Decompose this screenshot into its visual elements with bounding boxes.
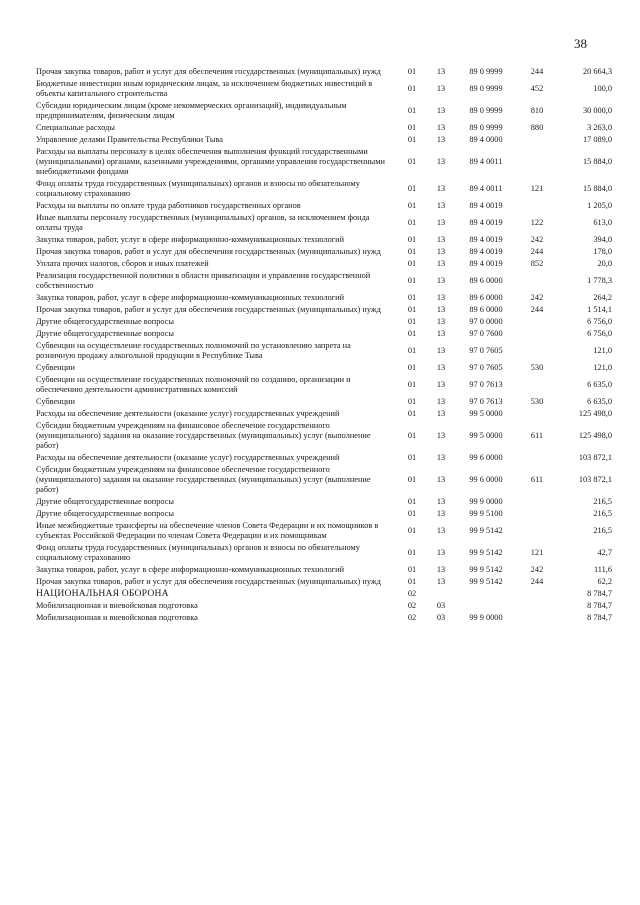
row-subsection: 13	[436, 135, 446, 144]
row-type	[518, 340, 556, 362]
row-amount: 178,0	[593, 247, 612, 256]
row-article: 89 0 9999	[469, 106, 503, 115]
table-row	[36, 612, 612, 624]
row-type: 244	[530, 577, 544, 586]
row-section: 01	[407, 218, 417, 227]
row-amount: 30 000,0	[582, 106, 612, 115]
row-amount: 8 784,7	[587, 601, 612, 610]
row-type	[518, 328, 556, 340]
row-amount: 20,0	[597, 259, 612, 268]
row-article: 89 4 0019	[469, 201, 503, 210]
table-row	[36, 292, 612, 304]
row-section: 01	[407, 106, 417, 115]
row-article	[454, 600, 518, 612]
row-section: 01	[407, 526, 417, 535]
row-type	[518, 452, 556, 464]
row-article: 99 9 5100	[469, 509, 503, 518]
row-article: 89 6 0000	[469, 305, 503, 314]
row-section: 01	[407, 184, 417, 193]
row-amount: 103 872,1	[578, 453, 612, 462]
row-subsection: 13	[436, 123, 446, 132]
row-type	[518, 200, 556, 212]
table-row	[36, 246, 612, 258]
row-article: 99 9 5142	[469, 526, 503, 535]
row-type	[518, 134, 556, 146]
row-amount: 264,2	[593, 293, 612, 302]
row-type: 242	[530, 565, 544, 574]
row-section: 01	[407, 577, 417, 586]
row-article: 89 4 0011	[469, 157, 503, 166]
row-name: Субсидии бюджетным учреждениям на финансовое обеспечение государственного (муниципального) задания на оказание государственных (муниципальных) услуг (выполнение работ)	[36, 465, 371, 494]
table-row	[36, 520, 612, 542]
row-subsection: 13	[436, 276, 446, 285]
row-subsection: 13	[436, 509, 446, 518]
row-name: Расходы на выплаты персоналу в целях обеспечения выполнения функций государственными (муниципальными) органами, казенными учреждениями, органами управления государственными внебюджетными фондами	[36, 147, 385, 176]
row-section: 02	[407, 601, 417, 610]
row-amount: 6 756,0	[587, 317, 612, 326]
table-row	[36, 340, 612, 362]
row-name: Реализация государственной политики в области приватизации и управления государственной собственностью	[36, 271, 371, 290]
row-amount: 3 263,0	[587, 123, 612, 132]
row-name: Закупка товаров, работ, услуг в сфере информационно-коммуникационных технологий	[36, 293, 345, 302]
row-section: 02	[407, 589, 417, 598]
row-name: Закупка товаров, работ, услуг в сфере информационно-коммуникационных технологий	[36, 565, 345, 574]
table-row	[36, 304, 612, 316]
row-article: 89 4 0019	[469, 247, 503, 256]
row-subsection: 13	[436, 293, 446, 302]
row-section: 01	[407, 305, 417, 314]
row-type: 530	[530, 397, 544, 406]
row-type: 242	[530, 235, 544, 244]
row-article: 89 4 0019	[469, 259, 503, 268]
table-row	[36, 374, 612, 396]
row-amount: 121,0	[593, 346, 612, 355]
row-name: Другие общегосударственные вопросы	[36, 329, 174, 338]
table-row	[36, 362, 612, 374]
row-amount: 62,2	[597, 577, 612, 586]
row-article: 99 6 0000	[469, 475, 503, 484]
row-name: Субвенции на осуществление государственных полномочий по установлению запрета на розничную продажу алкогольной продукции в Республике Тыва	[36, 341, 351, 360]
row-subsection: 13	[436, 475, 446, 484]
row-subsection: 13	[436, 577, 446, 586]
row-name: Прочая закупка товаров, работ и услуг для обеспечения государственных (муниципальных) нужд	[36, 305, 381, 314]
table-row	[36, 100, 612, 122]
table-row	[36, 576, 612, 588]
row-subsection: 13	[436, 548, 446, 557]
row-article: 99 9 0000	[469, 613, 503, 622]
row-subsection: 13	[436, 247, 446, 256]
table-row	[36, 66, 612, 78]
table-row	[36, 542, 612, 564]
row-type	[518, 588, 556, 600]
table-row	[36, 452, 612, 464]
row-article: 89 6 0000	[469, 276, 503, 285]
row-name: Другие общегосударственные вопросы	[36, 509, 174, 518]
row-amount: 216,5	[593, 497, 612, 506]
row-amount: 103 872,1	[578, 475, 612, 484]
row-type	[518, 270, 556, 292]
row-subsection: 13	[436, 453, 446, 462]
table-row	[36, 258, 612, 270]
row-type: 122	[530, 218, 544, 227]
row-section: 01	[407, 235, 417, 244]
row-type	[518, 408, 556, 420]
row-name: Субвенции на осуществление государственных полномочий по созданию, организации и обеспечению деятельности административных комиссий	[36, 375, 351, 394]
row-section: 01	[407, 247, 417, 256]
row-name: Уплата прочих налогов, сборов и иных платежей	[36, 259, 209, 268]
row-article: 89 4 0019	[469, 218, 503, 227]
row-name: Мобилизационная и вневойсковая подготовка	[36, 613, 198, 622]
row-article: 97 0 7605	[469, 346, 503, 355]
row-article: 99 5 0000	[469, 431, 503, 440]
row-amount: 121,0	[593, 363, 612, 372]
row-amount: 125 498,0	[578, 431, 612, 440]
row-type: 611	[530, 475, 544, 484]
row-section: 01	[407, 201, 417, 210]
table-row	[36, 122, 612, 134]
table-row	[36, 134, 612, 146]
row-section: 01	[407, 84, 417, 93]
row-amount: 6 635,0	[587, 397, 612, 406]
table-row	[36, 200, 612, 212]
row-section: 01	[407, 123, 417, 132]
row-subsection: 13	[436, 431, 446, 440]
row-article: 99 9 5142	[469, 548, 503, 557]
row-subsection: 13	[436, 184, 446, 193]
row-amount: 15 884,0	[582, 184, 612, 193]
row-type	[518, 316, 556, 328]
row-amount: 8 784,7	[587, 589, 612, 598]
row-article: 89 6 0000	[469, 293, 503, 302]
row-name: Закупка товаров, работ, услуг в сфере информационно-коммуникационных технологий	[36, 235, 345, 244]
row-name: Прочая закупка товаров, работ и услуг для обеспечения государственных (муниципальных) нужд	[36, 67, 381, 76]
row-amount: 6 635,0	[587, 380, 612, 389]
row-name: Специальные расходы	[36, 123, 115, 132]
row-amount: 125 498,0	[578, 409, 612, 418]
budget-table-body	[36, 66, 612, 624]
section-row	[36, 588, 612, 600]
table-row	[36, 328, 612, 340]
row-subsection: 13	[436, 497, 446, 506]
row-amount: 1 514,1	[587, 305, 612, 314]
row-subsection: 13	[436, 67, 446, 76]
row-amount: 111,6	[593, 565, 612, 574]
row-subsection	[428, 588, 454, 600]
table-row	[36, 316, 612, 328]
row-subsection: 13	[436, 346, 446, 355]
row-amount: 8 784,7	[587, 613, 612, 622]
row-name: Мобилизационная и вневойсковая подготовка	[36, 601, 198, 610]
row-article: 89 0 9999	[469, 123, 503, 132]
row-section: 01	[407, 565, 417, 574]
row-type: 880	[530, 123, 544, 132]
row-name: Иные выплаты персоналу государственных (муниципальных) органов, за исключением фонда оплаты труда	[36, 213, 370, 232]
row-section: 01	[407, 67, 417, 76]
row-subsection: 13	[436, 84, 446, 93]
row-type: 242	[530, 293, 544, 302]
row-article: 97 0 7613	[469, 380, 503, 389]
row-section: 01	[407, 363, 417, 372]
row-section: 01	[407, 276, 417, 285]
row-amount: 216,5	[593, 509, 612, 518]
row-section: 01	[407, 259, 417, 268]
row-section: 01	[407, 317, 417, 326]
row-type	[518, 508, 556, 520]
table-row	[36, 78, 612, 100]
row-type	[518, 520, 556, 542]
table-row	[36, 420, 612, 452]
row-name: Иные межбюджетные трансферты на обеспечение членов Совета Федерации и их помощников в субъектах Российской Федерации по членам Совета Федерации и их помощникам	[36, 521, 379, 540]
row-type: 611	[530, 431, 544, 440]
table-row	[36, 464, 612, 496]
row-section: 02	[407, 613, 417, 622]
table-row	[36, 496, 612, 508]
row-article: 89 4 0019	[469, 235, 503, 244]
row-subsection: 13	[436, 565, 446, 574]
row-article: 89 4 0000	[469, 135, 503, 144]
row-name: Управление делами Правительства Республики Тыва	[36, 135, 223, 144]
row-section: 01	[407, 409, 417, 418]
row-amount: 1 205,0	[587, 201, 612, 210]
row-article	[454, 588, 518, 600]
row-section: 01	[407, 293, 417, 302]
row-type: 244	[530, 67, 544, 76]
row-subsection: 13	[436, 317, 446, 326]
row-type	[518, 600, 556, 612]
row-amount: 6 756,0	[587, 329, 612, 338]
row-subsection: 03	[436, 601, 446, 610]
row-name: Субсидии бюджетным учреждениям на финансовое обеспечение государственного (муниципального) задания на оказание государственных (муниципальных) услуг (выполнение работ)	[36, 421, 371, 450]
row-amount: 20 664,3	[582, 67, 612, 76]
row-type: 121	[530, 184, 544, 193]
row-amount: 1 778,3	[587, 276, 612, 285]
row-type: 452	[530, 84, 544, 93]
row-section: 01	[407, 329, 417, 338]
row-subsection: 13	[436, 106, 446, 115]
row-name: Субвенции	[36, 397, 75, 406]
table-row	[36, 212, 612, 234]
row-section: 01	[407, 135, 417, 144]
row-amount: 394,0	[593, 235, 612, 244]
row-article: 99 9 0000	[469, 497, 503, 506]
table-row	[36, 564, 612, 576]
row-amount: 216,5	[593, 526, 612, 535]
row-type: 121	[530, 548, 544, 557]
row-section: 01	[407, 380, 417, 389]
table-row	[36, 146, 612, 178]
row-name: Расходы на обеспечение деятельности (оказание услуг) государственных учреждений	[36, 453, 340, 462]
row-article: 97 0 7613	[469, 397, 503, 406]
row-article: 99 9 5142	[469, 565, 503, 574]
row-subsection: 13	[436, 363, 446, 372]
row-type	[518, 612, 556, 624]
row-name: Фонд оплаты труда государственных (муниципальных) органов и взносы по обязательному социальному страхованию	[36, 543, 360, 562]
row-article: 97 0 7600	[469, 329, 503, 338]
row-article: 89 0 9999	[469, 84, 503, 93]
table-row	[36, 508, 612, 520]
table-row	[36, 600, 612, 612]
row-type: 530	[530, 363, 544, 372]
table-row	[36, 178, 612, 200]
row-type	[518, 374, 556, 396]
row-article: 89 0 9999	[469, 67, 503, 76]
row-section: 01	[407, 453, 417, 462]
row-article: 99 6 0000	[469, 453, 503, 462]
row-type	[518, 496, 556, 508]
row-article: 89 4 0011	[469, 184, 503, 193]
row-section: 01	[407, 475, 417, 484]
row-subsection: 13	[436, 218, 446, 227]
table-row	[36, 270, 612, 292]
row-amount: 15 884,0	[582, 157, 612, 166]
row-section: 01	[407, 397, 417, 406]
row-section: 01	[407, 548, 417, 557]
row-type: 244	[530, 305, 544, 314]
row-subsection: 13	[436, 380, 446, 389]
row-amount: 100,0	[593, 84, 612, 93]
budget-table	[36, 66, 612, 624]
table-row	[36, 234, 612, 246]
row-article: 97 0 0000	[469, 317, 503, 326]
row-subsection: 13	[436, 409, 446, 418]
row-subsection: 13	[436, 397, 446, 406]
row-subsection: 13	[436, 259, 446, 268]
row-name: Расходы на выплаты по оплате труда работников государственных органов	[36, 201, 301, 210]
row-subsection: 03	[436, 613, 446, 622]
row-name: Другие общегосударственные вопросы	[36, 317, 174, 326]
row-section: 01	[407, 431, 417, 440]
row-article: 99 9 5142	[469, 577, 503, 586]
row-subsection: 13	[436, 305, 446, 314]
row-name: Бюджетные инвестиции иным юридическим лицам, за исключением бюджетных инвестиций в объекты капитального строительства	[36, 79, 373, 98]
row-amount: 613,0	[593, 218, 612, 227]
row-section: 01	[407, 509, 417, 518]
section-title: НАЦИОНАЛЬНАЯ ОБОРОНА	[36, 588, 169, 599]
row-subsection: 13	[436, 235, 446, 244]
row-article: 97 0 7605	[469, 363, 503, 372]
row-name: Прочая закупка товаров, работ и услуг для обеспечения государственных (муниципальных) нужд	[36, 577, 381, 586]
row-name: Фонд оплаты труда государственных (муниципальных) органов и взносы по обязательному социальному страхованию	[36, 179, 360, 198]
table-row	[36, 396, 612, 408]
row-amount: 42,7	[597, 548, 612, 557]
page-number: 38	[574, 36, 587, 51]
row-section: 01	[407, 157, 417, 166]
row-article: 99 5 0000	[469, 409, 503, 418]
row-amount: 17 089,0	[582, 135, 612, 144]
row-type: 852	[530, 259, 544, 268]
row-section: 01	[407, 497, 417, 506]
row-type: 810	[530, 106, 544, 115]
row-subsection: 13	[436, 157, 446, 166]
row-name: Субвенции	[36, 363, 75, 372]
row-name: Субсидии юридическим лицам (кроме некоммерческих организаций), индивидуальным предпринимателям, физическим лицам	[36, 101, 347, 120]
row-name: Прочая закупка товаров, работ и услуг для обеспечения государственных (муниципальных) нужд	[36, 247, 381, 256]
row-subsection: 13	[436, 526, 446, 535]
row-subsection: 13	[436, 201, 446, 210]
row-section: 01	[407, 346, 417, 355]
row-type: 244	[530, 247, 544, 256]
row-name: Расходы на обеспечение деятельности (оказание услуг) государственных учреждений	[36, 409, 340, 418]
row-subsection: 13	[436, 329, 446, 338]
row-name: Другие общегосударственные вопросы	[36, 497, 174, 506]
row-type	[518, 146, 556, 178]
table-row	[36, 408, 612, 420]
